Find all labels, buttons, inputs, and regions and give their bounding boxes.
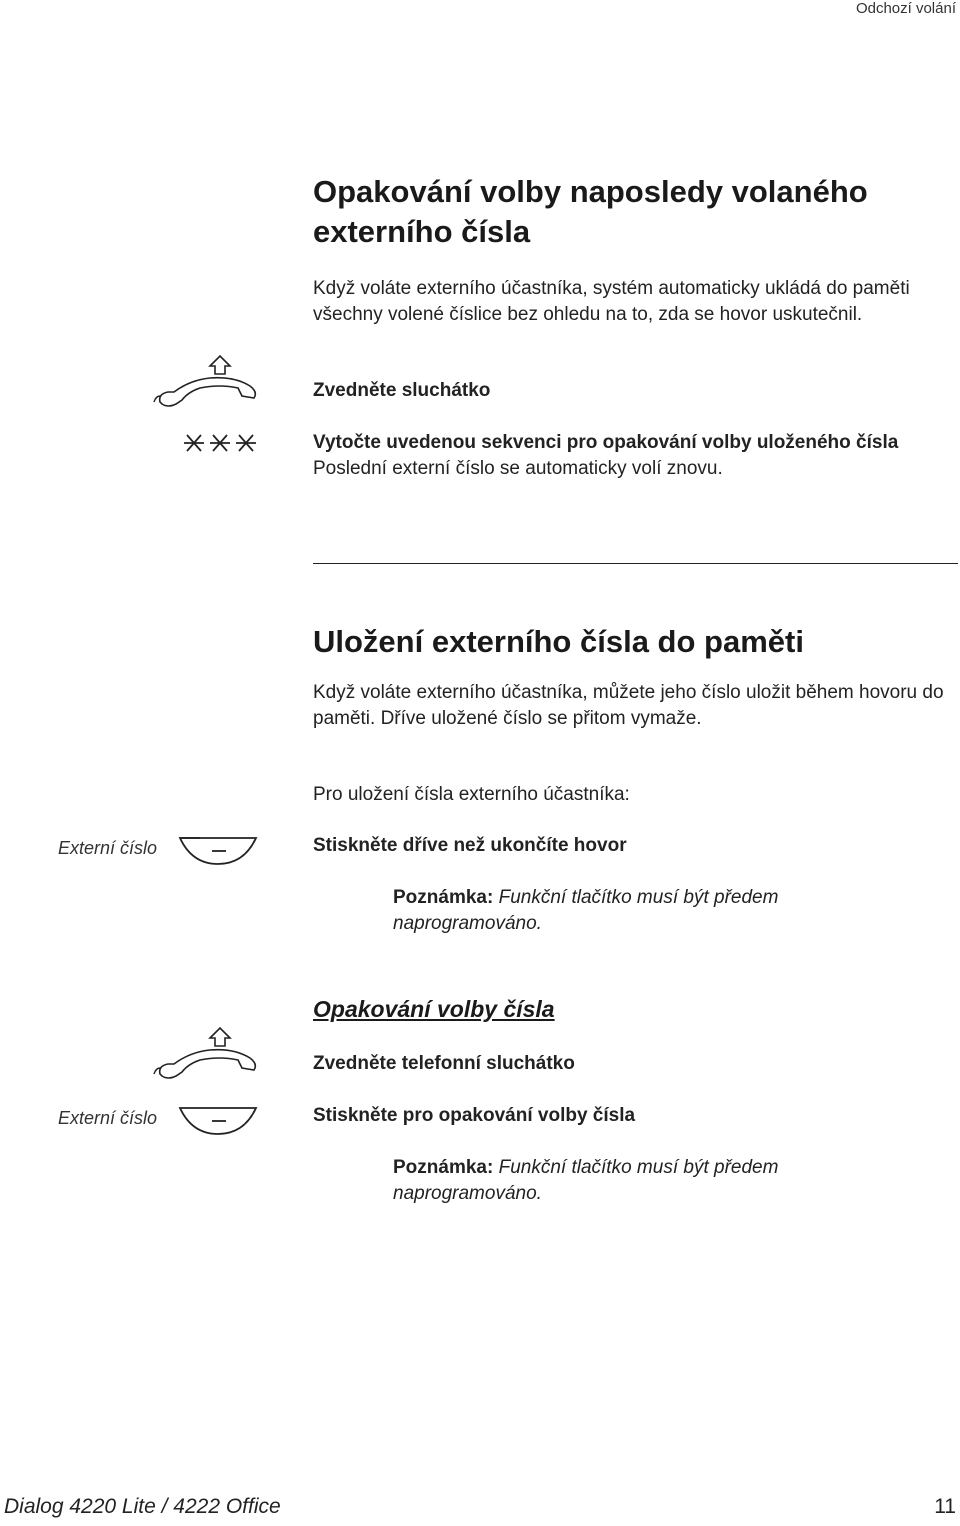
note-text: Funkční tlačítko musí být předem naprogramováno.: [393, 887, 779, 934]
function-key-icon: [178, 1104, 258, 1138]
key-label: Externí číslo: [58, 1108, 158, 1128]
step-lift-handset: Zvedněte sluchátko: [313, 380, 491, 401]
section-intro: Když voláte externího účastníka, systém automaticky ukládá do paměti všechny volené číslice bez ohledu na to, zda se hovor uskutečnil.: [313, 278, 910, 325]
step-dial-sequence: [313, 430, 953, 482]
footer-product: Dialog 4220 Lite / 4222 Office: [4, 1495, 281, 1518]
note: [393, 885, 893, 937]
note-text: Funkční tlačítko musí být předem naprogramováno.: [393, 1157, 779, 1204]
step-lift-handset: Zvedněte telefonní sluchátko: [313, 1053, 575, 1074]
section-title-redial-last: Opakování volby naposledy volaného externího čísla: [313, 174, 868, 249]
note: [393, 1155, 893, 1207]
note-label: Poznámka:: [393, 887, 494, 908]
handset-lift-icon: [150, 1024, 260, 1080]
triple-star-icon: [182, 432, 258, 454]
step-dial-sequence-text: Vytočte uvedenou sekvenci pro opakování volby uloženého čísla: [313, 432, 899, 453]
section-header: Odchozí volání: [855, 0, 956, 17]
step-press-key: Stiskněte dříve než ukončíte hovor: [313, 835, 627, 856]
function-key-icon: [178, 834, 258, 868]
section-divider: [313, 563, 958, 564]
section-title-redial: Opakování volby čísla: [313, 996, 555, 1022]
page-number: 11: [934, 1495, 956, 1518]
note-label: Poznámka:: [393, 1157, 494, 1178]
section-title-store-number: Uložení externího čísla do paměti: [313, 624, 804, 659]
key-label: Externí číslo: [58, 838, 158, 858]
section-intro: Když voláte externího účastníka, můžete jeho číslo uložit během hovoru do paměti. Dříve uložené číslo se přitom vymaže.: [313, 682, 944, 729]
step-dial-sequence-note: Poslední externí číslo se automaticky volí znovu.: [313, 458, 723, 479]
handset-lift-icon: [150, 352, 260, 408]
section-lead: Pro uložení čísla externího účastníka:: [313, 784, 630, 805]
step-press-redial: Stiskněte pro opakování volby čísla: [313, 1105, 636, 1126]
